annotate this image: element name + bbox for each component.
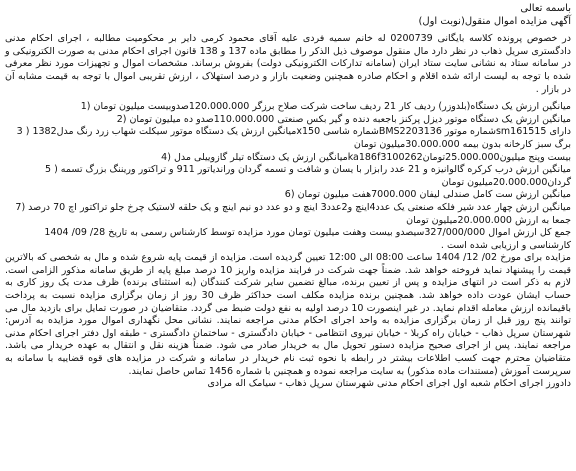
item-1: میانگین ارزش یک دستگاه(بلدوزر) ردیف کار 21 ردیف ساخت شرکت صلاح برزگر 120.000.000صدوبیست میلیون تومان (1: [80, 101, 571, 113]
item-3: دارای sm161515شماره موتور BMS2203136شماره شاسی x150میانگین ارزش یک دستگاه موتور سیکلت شهاب زرد رنگ مدل1382 ( 3 برگ سبز کارخانه بدون بیمه 30.000.000میلیون تومان: [16, 126, 571, 150]
item-7: میانگین ارزش چهار عدد شیر فلکه صنعتی یک عدد4اینچ و2عدد3 اینچ و دو عدد دو نیم اینچ و یک حلقه لاستیک چرخ جلو تراکتور اچ 70 درصد (7 جمعا به ارزش 20.000.000میلیون تومان: [15, 201, 571, 226]
signature-line: دادورز اجرای احکام شعبه اول اجرای احکام مدنی شهرستان سرپل ذهاب - سیامک اله مرادی: [207, 378, 571, 390]
header-subtitle: آگهی مزایده اموال منقول(نوبت اول): [418, 15, 571, 27]
item-5: میانگین ارزش درب کرکره گالوانیزه و 21 عدد رابزار با یسان و شافت و تسمه گردان وراندیاتور 911 و تراکتور وریننگ بزرگ تسمه ( 5 گردان20.000.000میلیون تومان: [45, 164, 571, 188]
total-value: جمع کل ارزش اموال 327/000/000سیصدو بیست وهفت میلیون تومان مورد مزایده توسط کارشناس رسمی به تاریخ 28/ 09/ 1404 کارشناسی و ارزیابی شده است .: [44, 227, 571, 251]
auction-terms: مزایده برای مورخ 02/ 12/ 1404 ساعت 08:00 الی 12:00 تعیین گردیده است. مزایده از قیمت پایه شروع شده و مال به شخصی که بالاترین قیمت را پیشنهاد نماید فروخته خواهد شد. ضمناً جهت شرکت در فرایند مزایده واریز 10 درصد مبلغ پایه از طریق سامانه مذکور الزامی است. لازم به ذکر است در انتهای مزایده و پس از تعیین برنده، مبالغ تضمین سایر شرکت کنندگان (به استثنای برنده) ظرف مدت یک روز کاری به حساب ایشان عودت داده خواهد شد. همچنین برنده مزایده مکلف است حداکثر ظرف 30 روز از زمان برگزاری مزایده نسبت به پرداخت باقیمانده ارزش معامله اقدام نماید. در غیر اینصورت 10 درصد اولیه به نفع دولت ضبط می گردد. متقاضیان در صورت تمایل برای بازدید مال می توانند پنج روز قبل از زمان برگزاری مزایده به واحد اجرای احکام مدنی مراجعه نمایند. نشانی محل نگهداری اموال مورد مزایده به آدرس: شهرستان سرپل ذهاب - خیابان راه کربلا - خیابان نیروی انتظامی - خیابان دادگستری - ساختمان دادگستری - طبقه اول دفتر اجرای احکام مدنی مراجعه نمایند. پس از اجرای صحیح مزایده دستور تحویل مال به خریدار صادر می شود. ضمناً هزینه نقل و انتقال به عهده خریدار می باشد. متقاضیان محترم جهت کسب اطلاعات بیشتر در رابطه با نحوه ثبت نام خریدار در سامانه و شرکت در مزایده های قوه قضاییه با سامانه به سرپرست آموزش (مستندات ماده مذکور) به سایت مراجعه نموده و همچنین با شماره 1456 تماس حاصل نمایند.: [5, 252, 572, 377]
item-6: میانگین ارزش ست کامل صندلی لیفان 7000.000هفت میلیون تومان (6: [284, 189, 571, 201]
intro-paragraph: در خصوص پرونده کلاسه بایگانی 0200739 له خانم سمیه فردی علیه آقای محمود کرمی دایر بر محکومیت مطالبه ، اجرای احکام مدنی دادگستری سریل ذهاب در نظر دارد مال منقول موصوف ذیل الذکر را مطابق ماده 137 و 138 قانون اجرای احکام مدنی به صورت الکترونیکی و در سامانه ستاد به نشانی سایت ستاد ایران (سامانه تدارکات الکترونیکی دولت) بفروش برساند. مشخصات اموال و تجهیزات مورد نظر معرفی شده با توجه به لیست ارائه شده اقلام و احکام صادره همچنین وضعیت بازار و درصد استهلاک ، ارزش تقریبی اموال با توجه به قیمت مشابه آن در بازار .: [5, 33, 571, 95]
item-2: میانگین ارزش یک دستگاه موتور دیزل پرکنز باجعبه دنده و گیر بکس صنعتی 110.000.000صدو ده میلیون تومان (2: [116, 113, 571, 125]
header-title: باسمه تعالی: [520, 3, 571, 14]
item-4: بیست وپنج میلیون25.000.000تومانka186f3100262میانگین ارزش یک دستگاه تیلر گازوییلی مدل (4: [161, 151, 571, 163]
